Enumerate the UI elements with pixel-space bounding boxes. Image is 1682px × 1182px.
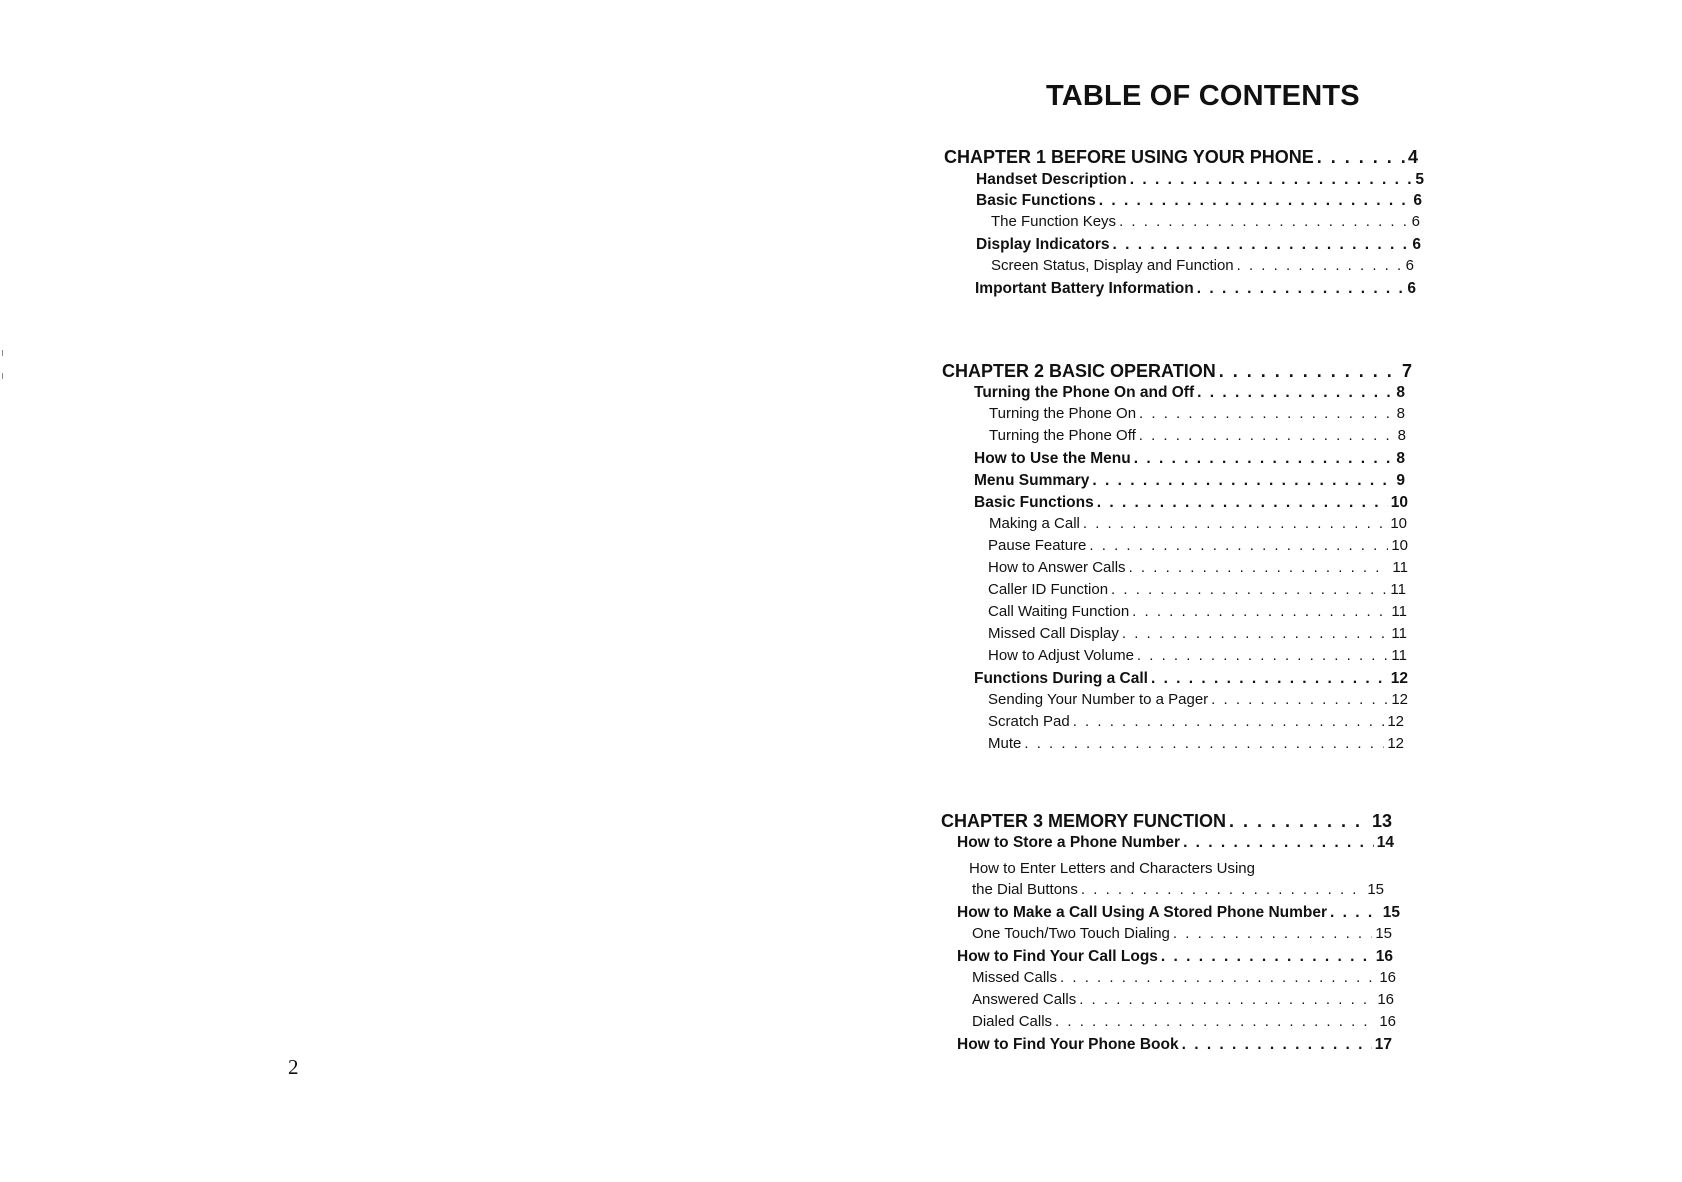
toc-entry	[991, 258, 1414, 275]
dot-leader	[1097, 494, 1388, 511]
toc-entry-page: 6	[1405, 258, 1414, 274]
dot-leader	[1089, 538, 1388, 555]
toc-entry	[988, 692, 1408, 709]
toc-entry-page: 7	[1401, 362, 1412, 381]
toc-entry	[974, 450, 1405, 467]
dot-leader	[1197, 384, 1393, 401]
dot-leader	[1099, 192, 1411, 209]
toc-entry	[988, 714, 1404, 731]
toc-entry	[974, 384, 1405, 401]
toc-entry-page: 6	[1413, 192, 1422, 209]
toc-entry-page: 15	[1367, 882, 1384, 898]
toc-entry	[972, 970, 1396, 987]
dot-leader	[1139, 428, 1395, 445]
toc-entry-page: 16	[1375, 948, 1393, 965]
toc-entry-page: 8	[1396, 406, 1405, 422]
toc-entry	[976, 171, 1424, 188]
toc-entry-page: 4	[1407, 148, 1418, 167]
dot-leader	[1111, 582, 1387, 599]
toc-entry	[974, 670, 1408, 687]
toc-entry	[941, 812, 1392, 832]
toc-entry	[942, 362, 1412, 382]
toc-title: TABLE OF CONTENTS	[1046, 80, 1360, 112]
toc-entry-title: Basic Functions	[974, 494, 1094, 511]
toc-entry-page: 16	[1377, 992, 1394, 1008]
toc-entry-title: Screen Status, Display and Function	[991, 258, 1234, 274]
toc-entry-title: the Dial Buttons	[972, 882, 1078, 898]
toc-entry	[972, 882, 1384, 899]
dot-leader	[1024, 736, 1384, 753]
toc-entry-title: One Touch/Two Touch Dialing	[972, 926, 1170, 942]
toc-entry-page: 16	[1379, 1014, 1396, 1030]
toc-entry-title: How to Find Your Call Logs	[957, 948, 1158, 965]
toc-entry-title: Pause Feature	[988, 538, 1087, 554]
toc-entry-page: 10	[1390, 516, 1407, 532]
dot-leader	[1134, 450, 1394, 467]
toc-entry-title: CHAPTER 2 BASIC OPERATION	[942, 362, 1216, 381]
dot-leader	[1173, 926, 1372, 943]
toc-entry-title: Turning the Phone Off	[989, 428, 1136, 444]
toc-entry-title: Functions During a Call	[974, 670, 1148, 687]
dot-leader	[1092, 472, 1393, 489]
dot-leader	[1317, 148, 1405, 168]
toc-entry-title: Missed Calls	[972, 970, 1058, 986]
toc-entry-title: How to Answer Calls	[988, 560, 1126, 576]
dot-leader	[1330, 904, 1380, 921]
toc-entry-page: 11	[1390, 582, 1406, 598]
dot-leader	[1183, 834, 1374, 851]
dot-leader	[1139, 406, 1394, 423]
toc-entry-page: 9	[1396, 472, 1405, 489]
toc-entry-page: 15	[1375, 926, 1392, 942]
toc-entry	[988, 604, 1407, 621]
toc-entry-title: CHAPTER 3 MEMORY FUNCTION	[941, 812, 1227, 831]
toc-entry	[988, 538, 1408, 555]
dot-leader	[1137, 648, 1389, 665]
toc-entry-title: Answered Calls	[972, 992, 1077, 1008]
toc-entry	[988, 736, 1404, 753]
toc-entry-title: Menu Summary	[974, 472, 1090, 489]
toc-entry	[972, 992, 1394, 1009]
dot-leader	[1130, 171, 1413, 188]
toc-entry-page: 12	[1387, 714, 1404, 730]
margin-mark	[2, 350, 3, 356]
toc-entry	[988, 626, 1407, 643]
dot-leader	[1113, 236, 1410, 253]
toc-entry-title: Basic Functions	[976, 192, 1096, 209]
dot-leader	[1083, 516, 1387, 533]
toc-entry	[991, 214, 1420, 231]
toc-entry	[957, 834, 1394, 851]
toc-entry-title: Dialed Calls	[972, 1014, 1053, 1030]
toc-entry-page: 15	[1382, 904, 1400, 921]
dot-leader	[1122, 626, 1389, 643]
dot-leader	[1161, 948, 1373, 965]
toc-entry-title: CHAPTER 1 BEFORE USING YOUR PHONE	[944, 148, 1314, 167]
toc-entry-page: 14	[1376, 834, 1394, 851]
page-number: 2	[288, 1055, 299, 1079]
toc-entry-title: Turning the Phone On	[989, 406, 1137, 422]
toc-entry	[957, 1036, 1392, 1053]
toc-entry	[972, 926, 1392, 943]
toc-entry-page: 12	[1391, 692, 1408, 708]
dot-leader	[1219, 362, 1399, 382]
toc-entry	[944, 148, 1418, 168]
toc-entry-title: Scratch Pad	[988, 714, 1070, 730]
dot-leader	[1151, 670, 1388, 687]
toc-entry-title: Mute	[988, 736, 1022, 752]
dot-leader	[1197, 280, 1405, 297]
toc-entry	[988, 560, 1408, 577]
toc-entry	[976, 192, 1422, 209]
dot-leader	[1081, 882, 1364, 899]
toc-entry	[989, 516, 1407, 533]
toc-entry-page: 17	[1374, 1036, 1392, 1053]
toc-entry	[974, 494, 1408, 511]
toc-entry	[957, 904, 1400, 921]
dot-leader	[1079, 992, 1374, 1009]
toc-entry	[976, 236, 1421, 253]
toc-entry-page: 8	[1396, 450, 1405, 467]
toc-entry	[974, 472, 1405, 489]
toc-entry-title: How to Store a Phone Number	[957, 834, 1181, 851]
toc-entry-page: 16	[1379, 970, 1396, 986]
toc-entry-page: 11	[1392, 560, 1408, 576]
toc-entry-title: Turning the Phone On and Off	[974, 384, 1195, 401]
toc-entry	[957, 948, 1393, 965]
dot-leader	[1182, 1036, 1372, 1053]
toc-entry-title: How to Use the Menu	[974, 450, 1131, 467]
toc-entry	[975, 280, 1416, 297]
toc-entry-page: 12	[1387, 736, 1404, 752]
toc-entry-page: 6	[1411, 214, 1420, 230]
dot-leader	[1237, 258, 1403, 275]
toc-entry-page: 13	[1371, 812, 1392, 831]
toc-entry-page: 10	[1390, 494, 1408, 511]
toc-entry-page: 6	[1412, 236, 1421, 253]
toc-entry-title: How to Find Your Phone Book	[957, 1036, 1179, 1053]
toc-entry-page: 8	[1396, 384, 1405, 401]
toc-entry-title: Making a Call	[989, 516, 1080, 532]
dot-leader	[1060, 970, 1376, 987]
dot-leader	[1055, 1014, 1376, 1031]
toc-entry-title: Caller ID Function	[988, 582, 1109, 598]
toc-entry-title: The Function Keys	[991, 214, 1117, 230]
dot-leader	[1073, 714, 1385, 731]
toc-entry-page: 10	[1391, 538, 1408, 554]
toc-entry-page: 11	[1391, 626, 1407, 642]
toc-entry-page: 11	[1391, 604, 1407, 620]
dot-leader	[1129, 560, 1390, 577]
toc-wrapped-line: How to Enter Letters and Characters Using	[969, 860, 1255, 877]
toc-entry-title: Missed Call Display	[988, 626, 1119, 642]
toc-entry	[988, 648, 1407, 665]
toc-entry-title: Sending Your Number to a Pager	[988, 692, 1209, 708]
toc-entry-title: How to Adjust Volume	[988, 648, 1134, 664]
toc-entry	[972, 1014, 1396, 1031]
toc-entry-title: Call Waiting Function	[988, 604, 1130, 620]
toc-entry-title: How to Make a Call Using A Stored Phone Number	[957, 904, 1328, 921]
toc-entry	[989, 406, 1405, 423]
toc-entry	[989, 428, 1406, 445]
margin-mark	[2, 373, 3, 379]
dot-leader	[1211, 692, 1388, 709]
toc-entry-page: 12	[1390, 670, 1408, 687]
dot-leader	[1229, 812, 1369, 832]
toc-entry-title: Display Indicators	[976, 236, 1110, 253]
toc-entry	[988, 582, 1406, 599]
toc-entry-page: 6	[1407, 280, 1416, 297]
toc-entry-page: 5	[1415, 171, 1424, 188]
toc-entry-title: Handset Description	[976, 171, 1127, 188]
toc-entry-page: 11	[1391, 648, 1407, 664]
dot-leader	[1119, 214, 1409, 231]
toc-entry-title: Important Battery Information	[975, 280, 1194, 297]
dot-leader	[1132, 604, 1388, 621]
toc-entry-page: 8	[1397, 428, 1406, 444]
